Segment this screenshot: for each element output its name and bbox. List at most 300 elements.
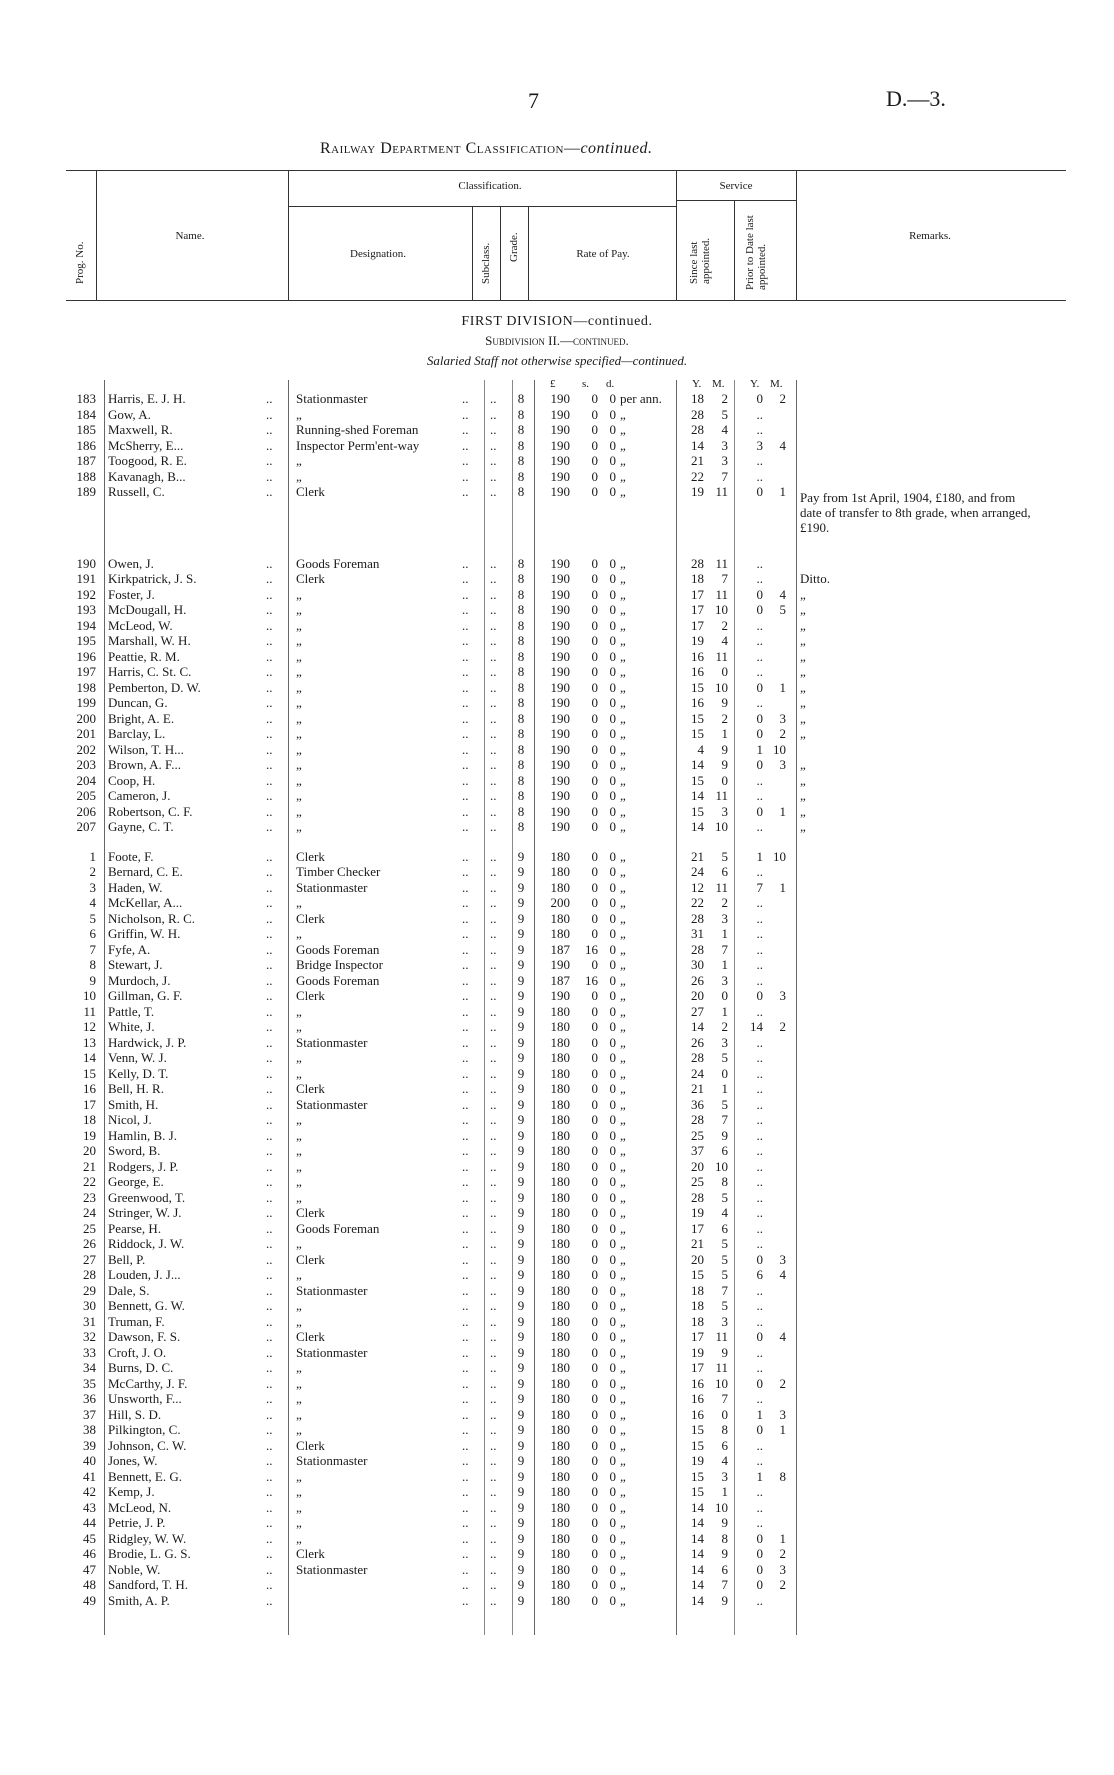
pay-shillings: 0 bbox=[591, 1205, 598, 1220]
pay-shillings: 0 bbox=[591, 468, 598, 484]
pay-per: „ bbox=[620, 1515, 626, 1530]
table-row bbox=[0, 469, 1114, 484]
table-row bbox=[0, 664, 1114, 679]
staff-name: Haden, W. bbox=[108, 879, 163, 895]
leader-dots: .. bbox=[490, 926, 497, 941]
pay-shillings: 0 bbox=[591, 1158, 598, 1174]
unit-pence: d. bbox=[606, 378, 615, 390]
staff-name: McSherry, E... bbox=[108, 437, 184, 453]
staff-name: Kelly, D. T. bbox=[108, 1065, 169, 1081]
designation: „ bbox=[296, 1515, 302, 1530]
leader-dots: .. bbox=[462, 710, 469, 726]
prior-years: .. bbox=[756, 1220, 763, 1236]
pay-pence: 0 bbox=[609, 1592, 616, 1608]
pay-pence: 0 bbox=[609, 910, 616, 926]
table-row bbox=[0, 1531, 1114, 1546]
grade: 9 bbox=[517, 1484, 525, 1499]
since-months: 1 bbox=[721, 957, 728, 972]
pay-pounds: 190 bbox=[550, 788, 570, 803]
pay-pounds: 180 bbox=[550, 1174, 570, 1189]
grade: 9 bbox=[517, 1189, 525, 1205]
pay-pence: 0 bbox=[609, 1577, 616, 1592]
since-years: 21 bbox=[691, 1081, 704, 1096]
since-months: 5 bbox=[721, 1251, 728, 1267]
prior-years: 0 bbox=[756, 484, 763, 499]
prior-years: 3 bbox=[756, 437, 763, 453]
leader-dots: .. bbox=[462, 1282, 469, 1298]
leader-dots: .. bbox=[462, 1422, 469, 1437]
leader-dots: .. bbox=[462, 555, 469, 571]
prog-no: 38 bbox=[83, 1422, 96, 1437]
pay-shillings: 0 bbox=[591, 1081, 598, 1096]
prog-no: 37 bbox=[83, 1406, 96, 1422]
grade: 9 bbox=[517, 926, 525, 941]
pay-pence: 0 bbox=[609, 1081, 616, 1096]
designation: Goods Foreman bbox=[296, 555, 380, 571]
pay-shillings: 0 bbox=[591, 1592, 598, 1608]
leader-dots: .. bbox=[266, 864, 273, 879]
prior-years: .. bbox=[756, 1236, 763, 1251]
since-months: 9 bbox=[721, 1127, 728, 1143]
staff-name: Duncan, G. bbox=[108, 695, 168, 710]
grade: 9 bbox=[517, 1298, 525, 1313]
pay-shillings: 0 bbox=[591, 1391, 598, 1406]
grade: 8 bbox=[517, 772, 525, 788]
pay-pounds: 180 bbox=[550, 1003, 570, 1019]
since-years: 22 bbox=[691, 895, 704, 910]
pay-shillings: 0 bbox=[591, 1127, 598, 1143]
designation: Clerk bbox=[296, 1205, 325, 1220]
table-row bbox=[0, 1407, 1114, 1422]
pay-per: „ bbox=[620, 1251, 626, 1267]
pay-shillings: 0 bbox=[591, 1050, 598, 1065]
pay-shillings: 0 bbox=[591, 422, 598, 437]
staff-name: Foote, F. bbox=[108, 848, 154, 864]
leader-dots: .. bbox=[266, 1360, 273, 1375]
leader-dots: .. bbox=[266, 1096, 273, 1112]
leader-dots: .. bbox=[266, 1298, 273, 1313]
pay-shillings: 0 bbox=[591, 1453, 598, 1468]
pay-per: „ bbox=[620, 1468, 626, 1484]
prior-years: .. bbox=[756, 1205, 763, 1220]
leader-dots: .. bbox=[490, 1546, 497, 1561]
prog-no: 27 bbox=[83, 1251, 96, 1267]
staff-name: Louden, J. J... bbox=[108, 1267, 181, 1282]
leader-dots: .. bbox=[462, 468, 469, 484]
staff-name: Jones, W. bbox=[108, 1453, 158, 1468]
prog-no: 36 bbox=[83, 1391, 96, 1406]
pay-per: „ bbox=[620, 1236, 626, 1251]
staff-name: Foster, J. bbox=[108, 586, 155, 602]
prog-no: 44 bbox=[83, 1515, 96, 1530]
prog-no: 31 bbox=[83, 1313, 96, 1329]
since-months: 2 bbox=[721, 1019, 728, 1034]
pay-per: „ bbox=[620, 926, 626, 941]
leader-dots: .. bbox=[266, 1344, 273, 1360]
since-months: 6 bbox=[721, 1561, 728, 1577]
table-row bbox=[0, 1190, 1114, 1205]
pay-per: „ bbox=[620, 1375, 626, 1391]
designation: „ bbox=[296, 1298, 302, 1313]
pay-per: „ bbox=[620, 633, 626, 648]
staff-name: Bennett, E. G. bbox=[108, 1468, 183, 1484]
pay-pence: 0 bbox=[609, 988, 616, 1003]
pay-pounds: 180 bbox=[550, 1344, 570, 1360]
prior-years: .. bbox=[756, 1344, 763, 1360]
pay-shillings: 0 bbox=[591, 788, 598, 803]
pay-shillings: 0 bbox=[591, 1360, 598, 1375]
pay-per: „ bbox=[620, 1158, 626, 1174]
since-years: 14 bbox=[691, 1515, 704, 1530]
staff-name: Ridgley, W. W. bbox=[108, 1530, 187, 1546]
since-years: 14 bbox=[691, 757, 704, 772]
since-years: 14 bbox=[691, 1592, 704, 1608]
pay-shillings: 0 bbox=[591, 453, 598, 468]
leader-dots: .. bbox=[266, 406, 273, 422]
prog-no: 190 bbox=[76, 555, 96, 571]
pay-shillings: 16 bbox=[585, 941, 598, 957]
since-years: 16 bbox=[691, 695, 704, 710]
designation: „ bbox=[296, 1468, 302, 1484]
leader-dots: .. bbox=[266, 941, 273, 957]
pay-pence: 0 bbox=[609, 1453, 616, 1468]
grade: 8 bbox=[517, 664, 525, 679]
table-row bbox=[0, 1221, 1114, 1236]
prior-years: 1 bbox=[756, 848, 763, 864]
prior-months: 1 bbox=[779, 803, 786, 819]
since-months: 5 bbox=[721, 1050, 728, 1065]
leader-dots: .. bbox=[490, 664, 497, 679]
pay-pence: 0 bbox=[609, 772, 616, 788]
pay-pounds: 180 bbox=[550, 864, 570, 879]
leader-dots: .. bbox=[462, 1112, 469, 1127]
staff-name: Maxwell, R. bbox=[108, 422, 173, 437]
prog-no: 202 bbox=[76, 741, 96, 757]
pay-pounds: 180 bbox=[550, 1050, 570, 1065]
leader-dots: .. bbox=[266, 1530, 273, 1546]
table-row bbox=[0, 695, 1114, 710]
leader-dots: .. bbox=[266, 1484, 273, 1499]
leader-dots: .. bbox=[462, 1251, 469, 1267]
since-months: 3 bbox=[721, 803, 728, 819]
prior-years: .. bbox=[756, 468, 763, 484]
pay-per: „ bbox=[620, 988, 626, 1003]
designation: „ bbox=[296, 1375, 302, 1391]
table-row bbox=[0, 1438, 1114, 1453]
since-months: 5 bbox=[721, 1236, 728, 1251]
pay-pounds: 180 bbox=[550, 1112, 570, 1127]
leader-dots: .. bbox=[462, 864, 469, 879]
since-years: 14 bbox=[691, 1019, 704, 1034]
leader-dots: .. bbox=[266, 879, 273, 895]
table-row bbox=[0, 1267, 1114, 1282]
pay-pounds: 190 bbox=[550, 406, 570, 422]
grade: 9 bbox=[517, 972, 525, 988]
designation: „ bbox=[296, 468, 302, 484]
pay-pence: 0 bbox=[609, 586, 616, 602]
pay-per: „ bbox=[620, 910, 626, 926]
since-years: 16 bbox=[691, 1391, 704, 1406]
leader-dots: .. bbox=[490, 1003, 497, 1019]
pay-pounds: 180 bbox=[550, 1205, 570, 1220]
leader-dots: .. bbox=[266, 910, 273, 926]
staff-name: Murdoch, J. bbox=[108, 972, 171, 988]
table-row bbox=[0, 1376, 1114, 1391]
pay-per: „ bbox=[620, 1298, 626, 1313]
since-months: 7 bbox=[721, 1112, 728, 1127]
service-header: Service bbox=[719, 180, 753, 192]
pay-shillings: 0 bbox=[591, 602, 598, 617]
designation: „ bbox=[296, 679, 302, 695]
since-years: 14 bbox=[691, 437, 704, 453]
leader-dots: .. bbox=[266, 1453, 273, 1468]
remark: „ bbox=[800, 617, 806, 633]
designation: „ bbox=[296, 1050, 302, 1065]
leader-dots: .. bbox=[490, 437, 497, 453]
remark: „ bbox=[800, 648, 806, 664]
leader-dots: .. bbox=[462, 1515, 469, 1530]
pay-pence: 0 bbox=[609, 741, 616, 757]
since-years: 14 bbox=[691, 1546, 704, 1561]
prog-no: 3 bbox=[89, 879, 96, 895]
designation: „ bbox=[296, 1267, 302, 1282]
since-years: 21 bbox=[691, 1236, 704, 1251]
table-row bbox=[0, 1097, 1114, 1112]
since-months: 3 bbox=[721, 910, 728, 926]
since-years: 17 bbox=[691, 1220, 704, 1236]
leader-dots: .. bbox=[462, 895, 469, 910]
pay-per: „ bbox=[620, 864, 626, 879]
table-row bbox=[0, 1283, 1114, 1298]
prior-years: 0 bbox=[756, 1577, 763, 1592]
since-years: 28 bbox=[691, 422, 704, 437]
pay-shillings: 0 bbox=[591, 1267, 598, 1282]
prog-no: 195 bbox=[76, 633, 96, 648]
staff-name: Pemberton, D. W. bbox=[108, 679, 201, 695]
prior-months: 3 bbox=[779, 1406, 786, 1422]
pay-pounds: 180 bbox=[550, 1251, 570, 1267]
designation: „ bbox=[296, 406, 302, 422]
leader-dots: .. bbox=[490, 391, 497, 406]
grade: 9 bbox=[517, 910, 525, 926]
pay-shillings: 0 bbox=[591, 1484, 598, 1499]
pay-pounds: 180 bbox=[550, 1546, 570, 1561]
pay-pounds: 190 bbox=[550, 617, 570, 633]
pay-pence: 0 bbox=[609, 1344, 616, 1360]
since-years: 30 bbox=[691, 957, 704, 972]
pay-shillings: 0 bbox=[591, 757, 598, 772]
staff-name: Hardwick, J. P. bbox=[108, 1034, 187, 1050]
leader-dots: .. bbox=[266, 1112, 273, 1127]
leader-dots: .. bbox=[490, 1158, 497, 1174]
since-months: 3 bbox=[721, 1468, 728, 1484]
leader-dots: .. bbox=[266, 648, 273, 664]
since-years: 18 bbox=[691, 1313, 704, 1329]
prog-no: 9 bbox=[89, 972, 96, 988]
grade: 8 bbox=[517, 695, 525, 710]
pay-pence: 0 bbox=[609, 803, 616, 819]
grade: 9 bbox=[517, 1329, 525, 1344]
pay-pounds: 180 bbox=[550, 1515, 570, 1530]
pay-shillings: 0 bbox=[591, 571, 598, 586]
staff-name: Griffin, W. H. bbox=[108, 926, 181, 941]
grade: 9 bbox=[517, 1313, 525, 1329]
grade: 9 bbox=[517, 1236, 525, 1251]
pay-shillings: 0 bbox=[591, 406, 598, 422]
table-row bbox=[0, 1252, 1114, 1267]
prog-no: 196 bbox=[76, 648, 96, 664]
prog-no: 188 bbox=[76, 468, 96, 484]
leader-dots: .. bbox=[462, 957, 469, 972]
pay-pence: 0 bbox=[609, 1406, 616, 1422]
remarks-header: Remarks. bbox=[909, 230, 951, 242]
designation: „ bbox=[296, 741, 302, 757]
prior-years: .. bbox=[756, 1112, 763, 1127]
prior-months: 2 bbox=[779, 391, 786, 406]
pay-pounds: 190 bbox=[550, 602, 570, 617]
grade: 9 bbox=[517, 1499, 525, 1515]
designation: Clerk bbox=[296, 1546, 325, 1561]
name-header: Name. bbox=[175, 230, 205, 242]
pay-per: „ bbox=[620, 1112, 626, 1127]
pay-pence: 0 bbox=[609, 895, 616, 910]
remark: „ bbox=[800, 726, 806, 741]
prior-years: .. bbox=[756, 664, 763, 679]
prior-months: 2 bbox=[779, 1546, 786, 1561]
since-years: 20 bbox=[691, 988, 704, 1003]
leader-dots: .. bbox=[266, 1189, 273, 1205]
table-row bbox=[0, 391, 1114, 406]
leader-dots: .. bbox=[462, 1313, 469, 1329]
prog-no: 200 bbox=[76, 710, 96, 726]
designation: „ bbox=[296, 1406, 302, 1422]
since-months: 9 bbox=[721, 1515, 728, 1530]
pay-pounds: 180 bbox=[550, 1158, 570, 1174]
since-years: 18 bbox=[691, 1298, 704, 1313]
leader-dots: .. bbox=[462, 1205, 469, 1220]
leader-dots: .. bbox=[490, 1391, 497, 1406]
pay-pounds: 180 bbox=[550, 1484, 570, 1499]
prior-appointed-header: Prior to Date last appointed. bbox=[744, 215, 768, 290]
pay-per: „ bbox=[620, 555, 626, 571]
pay-per: „ bbox=[620, 895, 626, 910]
prog-no: 14 bbox=[83, 1050, 96, 1065]
leader-dots: .. bbox=[266, 468, 273, 484]
prior-months: 4 bbox=[779, 586, 786, 602]
remark: „ bbox=[800, 803, 806, 819]
designation: „ bbox=[296, 1143, 302, 1158]
pay-pounds: 180 bbox=[550, 1313, 570, 1329]
prior-years: 0 bbox=[756, 1561, 763, 1577]
staff-name: Rodgers, J. P. bbox=[108, 1158, 179, 1174]
table-row bbox=[0, 1143, 1114, 1158]
designation: „ bbox=[296, 1065, 302, 1081]
since-months: 4 bbox=[721, 1453, 728, 1468]
leader-dots: .. bbox=[266, 1127, 273, 1143]
pay-pounds: 190 bbox=[550, 695, 570, 710]
leader-dots: .. bbox=[266, 679, 273, 695]
since-months: 3 bbox=[721, 1313, 728, 1329]
leader-dots: .. bbox=[266, 1592, 273, 1608]
since-months: 10 bbox=[715, 679, 728, 695]
since-months: 5 bbox=[721, 1189, 728, 1205]
table-row bbox=[0, 1004, 1114, 1019]
leader-dots: .. bbox=[266, 895, 273, 910]
grade: 8 bbox=[517, 437, 525, 453]
table-row bbox=[0, 1422, 1114, 1437]
leader-dots: .. bbox=[490, 988, 497, 1003]
leader-dots: .. bbox=[462, 848, 469, 864]
pay-pounds: 180 bbox=[550, 1592, 570, 1608]
since-years: 21 bbox=[691, 453, 704, 468]
pay-shillings: 0 bbox=[591, 1189, 598, 1205]
pay-pence: 0 bbox=[609, 864, 616, 879]
pay-shillings: 0 bbox=[591, 819, 598, 834]
since-years: 14 bbox=[691, 1561, 704, 1577]
pay-per: „ bbox=[620, 1484, 626, 1499]
leader-dots: .. bbox=[266, 664, 273, 679]
pay-pence: 0 bbox=[609, 1220, 616, 1236]
pay-pence: 0 bbox=[609, 1298, 616, 1313]
since-months: 2 bbox=[721, 617, 728, 633]
leader-dots: .. bbox=[266, 972, 273, 988]
designation: Clerk bbox=[296, 1251, 325, 1267]
unit-months-since: M. bbox=[712, 378, 725, 390]
grade: 9 bbox=[517, 1577, 525, 1592]
staff-heading-text: Salaried Staff not otherwise specified—continued. bbox=[426, 353, 688, 368]
pay-pounds: 180 bbox=[550, 1561, 570, 1577]
table-row bbox=[0, 1345, 1114, 1360]
pay-per: „ bbox=[620, 1081, 626, 1096]
since-years: 19 bbox=[691, 1344, 704, 1360]
grade: 8 bbox=[517, 726, 525, 741]
pay-shillings: 0 bbox=[591, 484, 598, 499]
leader-dots: .. bbox=[490, 406, 497, 422]
designation: „ bbox=[296, 1422, 302, 1437]
pay-pounds: 180 bbox=[550, 1530, 570, 1546]
grade: 8 bbox=[517, 453, 525, 468]
prog-no: 47 bbox=[83, 1561, 96, 1577]
prog-no: 24 bbox=[83, 1205, 96, 1220]
grade: 9 bbox=[517, 1530, 525, 1546]
pay-per: „ bbox=[620, 1592, 626, 1608]
prog-no: 12 bbox=[83, 1019, 96, 1034]
prog-no: 204 bbox=[76, 772, 96, 788]
prog-no: 4 bbox=[89, 895, 96, 910]
grade: 8 bbox=[517, 803, 525, 819]
table-row bbox=[0, 1515, 1114, 1530]
prior-years: 0 bbox=[756, 803, 763, 819]
prog-no: 40 bbox=[83, 1453, 96, 1468]
since-months: 0 bbox=[721, 1406, 728, 1422]
prior-years: 0 bbox=[756, 1375, 763, 1391]
leader-dots: .. bbox=[462, 602, 469, 617]
document-reference: D.—3. bbox=[886, 86, 946, 111]
pay-per: „ bbox=[620, 1034, 626, 1050]
pay-pence: 0 bbox=[609, 1437, 616, 1453]
prog-no: 43 bbox=[83, 1499, 96, 1515]
leader-dots: .. bbox=[266, 1034, 273, 1050]
pay-per: „ bbox=[620, 757, 626, 772]
staff-name: Greenwood, T. bbox=[108, 1189, 186, 1205]
leader-dots: .. bbox=[462, 1360, 469, 1375]
table-row bbox=[0, 1205, 1114, 1220]
leader-dots: .. bbox=[266, 602, 273, 617]
prog-no: 205 bbox=[76, 788, 96, 803]
leader-dots: .. bbox=[462, 586, 469, 602]
leader-dots: .. bbox=[266, 988, 273, 1003]
prior-years: .. bbox=[756, 1189, 763, 1205]
